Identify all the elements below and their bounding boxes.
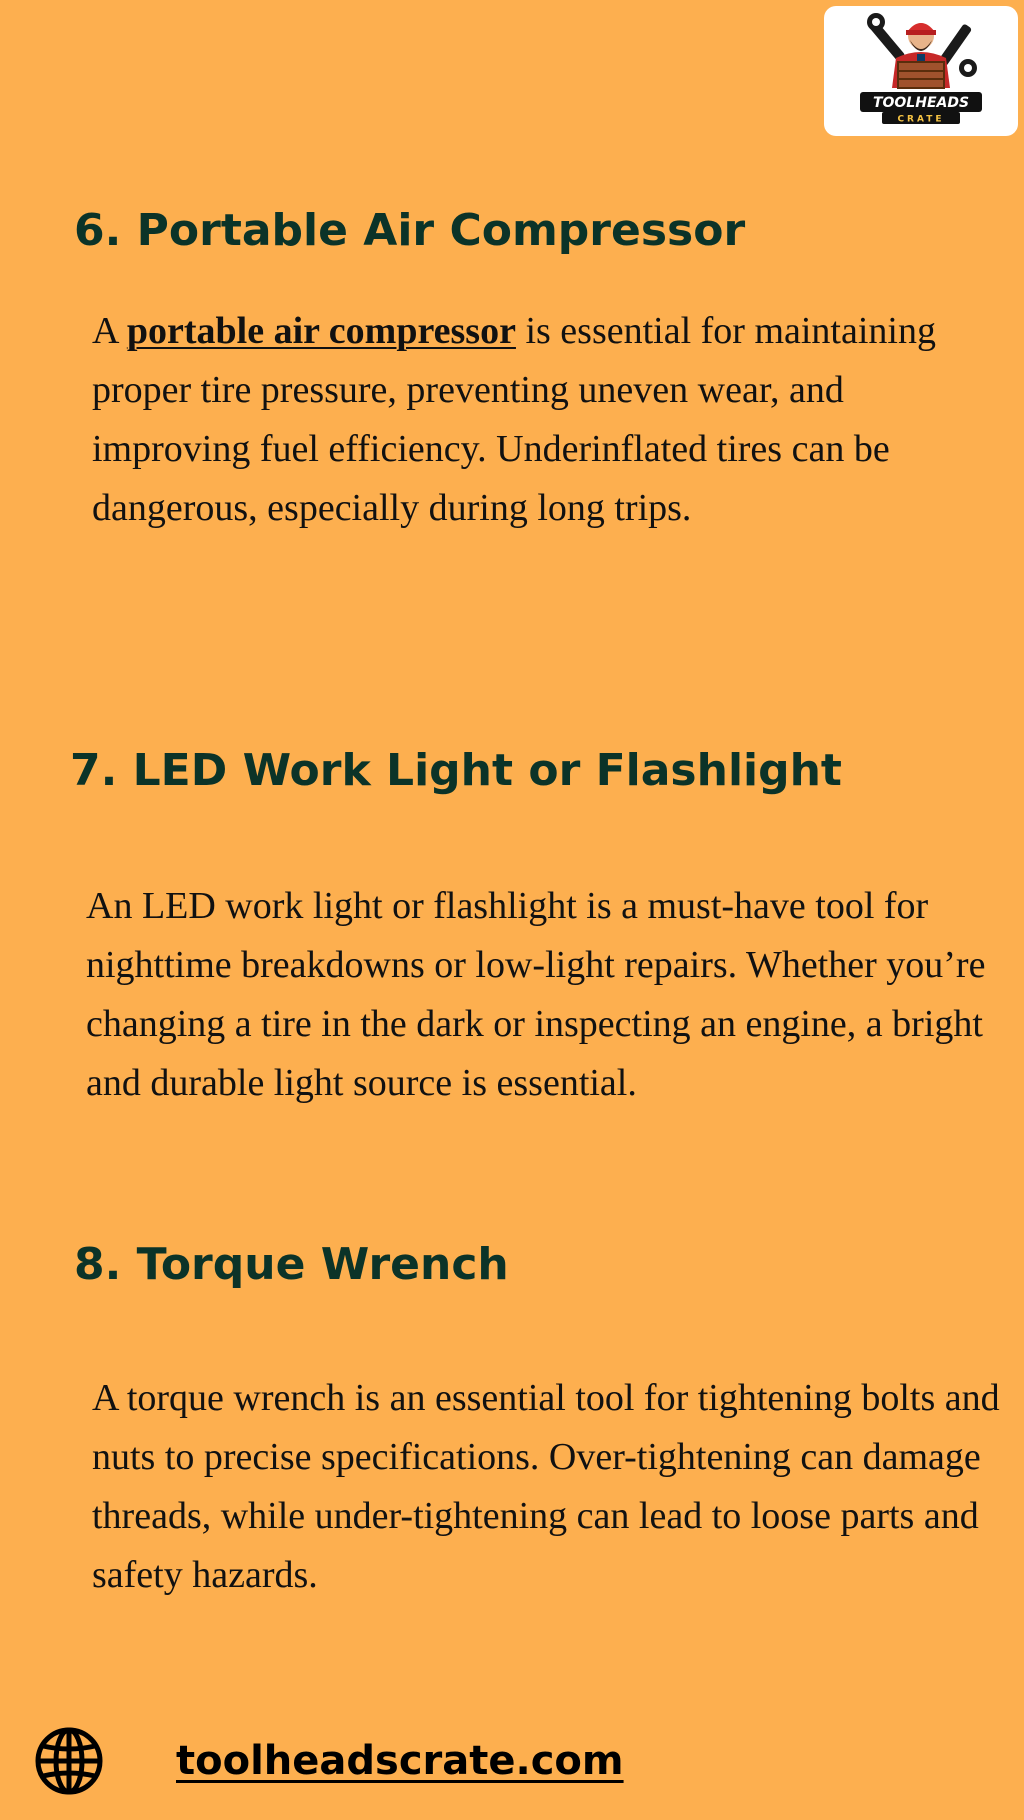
logo-text-primary: TOOLHEADS [872,95,970,111]
section-body-torque-wrench: A torque wrench is an essential tool for tightening bolts and nuts to precise specifications. Over-tightening can damage threads, while under-tightening can lead to loose parts and safety hazards. [92,1377,1000,1596]
brand-logo [824,6,1018,136]
section-heading-torque-wrench: 8. Torque Wrench [74,1239,509,1290]
mechanic-logo-icon [824,6,1018,136]
section-heading-air-compressor: 6. Portable Air Compressor [74,205,746,256]
section-body-led-light: An LED work light or flashlight is a must-have tool for nighttime breakdowns or low-light repairs. Whether you’re changing a tire in the dark or inspecting an engine, a bright and durable light source is essential. [86,885,986,1104]
footer [34,1726,624,1796]
section-body-air-compressor: A portable air compressor is essential for maintaining proper tire pressure, preventing uneven wear, and improving fuel efficiency. Underinflated tires can be dangerous, especially during long trips. [92,310,936,529]
air-compressor-link[interactable]: portable air compressor [126,310,516,352]
globe-icon [34,1726,104,1796]
logo-text-secondary: CRATE [897,114,945,125]
website-link[interactable]: toolheadscrate.com [176,1738,624,1784]
section-heading-led-light: 7. LED Work Light or Flashlight [70,745,842,796]
